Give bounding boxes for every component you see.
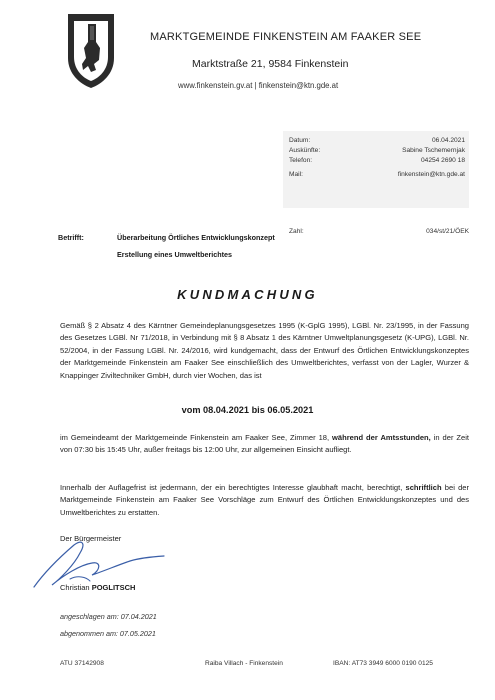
reference-info-box (283, 131, 469, 208)
body-paragraph-2 (60, 432, 469, 457)
info-key: Mail: (289, 171, 303, 178)
p2-text-b: in der Zeit von 07:30 bis 15:45 Uhr, außer freitags bis 12:00 Uhr, zur allgemeinen Einsicht aufliegt. (60, 433, 470, 455)
p2-text-a: im Gemeindeamt der Marktgemeinde Finkenstein am Faaker See, Zimmer 18, (60, 433, 333, 442)
info-value: 04254 2690 18 (420, 157, 465, 164)
info-row-mail (289, 171, 465, 181)
municipal-coat-of-arms-icon (66, 12, 116, 90)
file-number-value: 034/st/21/ÖEK (426, 228, 469, 235)
signatory-first-name: Christian (60, 583, 90, 592)
subject-line-1: Überarbeitung Örtliches Entwicklungskonzept (117, 233, 275, 242)
p2-emphasis: während der Amtsstunden, (332, 433, 431, 442)
document-title: KUNDMACHUNG (177, 287, 318, 302)
municipality-web-email: www.finkenstein.gv.at | finkenstein@ktn.gde.at (178, 81, 339, 90)
info-key: Telefon: (289, 157, 313, 164)
info-row-contact (289, 147, 465, 157)
signatory-name (60, 583, 135, 592)
info-value: Sabine Tschemernjak (402, 147, 465, 154)
display-date-range: vom 08.04.2021 bis 06.05.2021 (181, 405, 314, 415)
body-paragraph-3 (60, 482, 469, 519)
municipality-name: MARKTGEMEINDE FINKENSTEIN AM FAAKER SEE (150, 31, 422, 43)
info-row-date (289, 137, 465, 147)
p3-text-a: Innerhalb der Auflagefrist ist jedermann, der ein berechtigtes Interesse glaubhaft macht, berechtigt, (60, 483, 406, 492)
info-value: 06.04.2021 (431, 137, 465, 144)
info-row-phone (289, 157, 465, 167)
p3-text-b: bei der Marktgemeinde Finkenstein am Faaker See Vorschläge zum Entwurf des Örtlichen Entwicklungskonzeptes und des Umweltberichtes zu erstatten. (60, 483, 469, 517)
municipality-address: Marktstraße 21, 9584 Finkenstein (192, 58, 349, 70)
signatory-last-name: POGLITSCH (91, 583, 136, 592)
footer-vat-id: ATU 37142908 (60, 660, 104, 667)
signatory-role: Der Bürgermeister (60, 534, 122, 543)
info-value: finkenstein@ktn.gde.at (397, 171, 465, 178)
subject-line-2: Erstellung eines Umweltberichtes (117, 250, 233, 259)
info-key: Auskünfte: (289, 147, 321, 154)
posted-date-note: angeschlagen am: 07.04.2021 (60, 612, 157, 621)
footer-bank: Raiba Villach - Finkenstein (205, 660, 283, 667)
subject-label: Betrifft: (58, 233, 84, 242)
body-paragraph-1: Gemäß § 2 Absatz 4 des Kärntner Gemeindeplanungsgesetzes 1995 (K-GplG 1995), LGBl. Nr. 23/1995, in der Fassung des Gesetzes LGBl. Nr 71/2018, in Verbindung mit § 8 Absatz 1 des Kärntner Umweltplanungsgesetz (K-UPG), LGBl. Nr. 52/2004, in der Fassung LGBl. Nr. 24/2016, wird kundgemacht, dass der Entwurf des Örtlichen Entwicklungskonzeptes der Marktgemeinde Finkenstein am Faaker See einschließlich des Umweltberichtes, verfasst von der Lagler, Wurzer & Knappinger Ziviltechniker GmbH, durch vier Wochen, das ist (60, 321, 469, 380)
info-key: Datum: (289, 137, 311, 144)
file-number-label: Zahl: (289, 228, 304, 235)
removed-date-note: abgenommen am: 07.05.2021 (60, 629, 156, 638)
footer-iban: IBAN: AT73 3949 6000 0190 0125 (333, 660, 433, 667)
p3-emphasis: schriftlich (405, 483, 442, 492)
